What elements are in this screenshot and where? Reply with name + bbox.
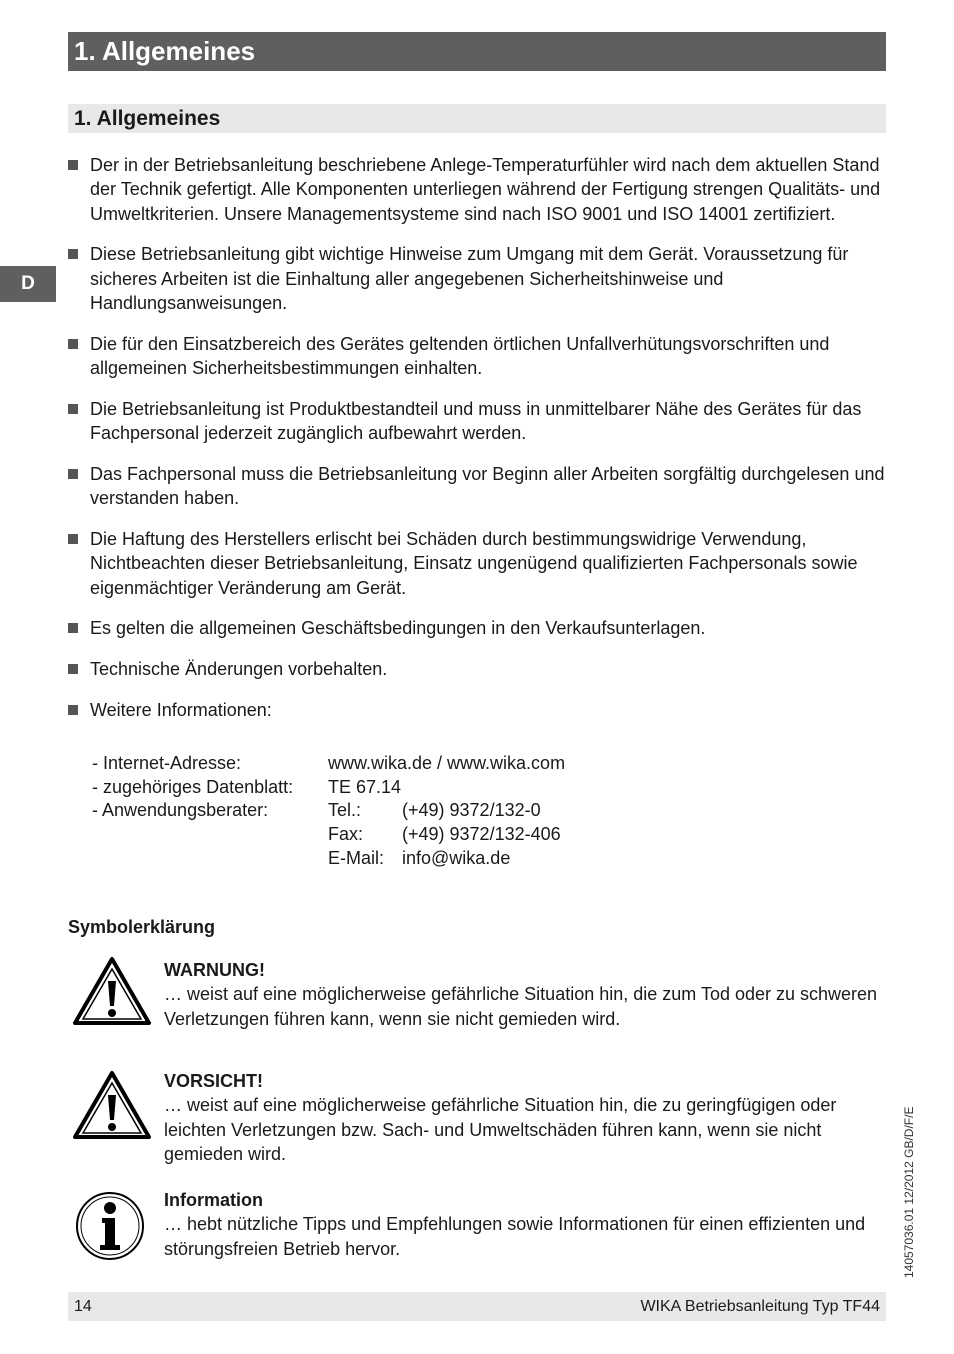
square-bullet-icon [68,534,78,544]
list-item-text: Es gelten die allgemeinen Geschäftsbedingungen in den Verkaufsunterlagen. [90,618,706,639]
tel-label: Tel.: [328,800,362,821]
list-item [68,397,886,446]
list-item-text: Technische Änderungen vorbehalten. [90,659,388,680]
list-item-text: Die Haftung des Herstellers erlischt bei Schäden durch bestimmungswidrige Verwendung, Nichtbeachten dieser Betriebsanleitung, Einsatz ungenügend qualifizierten Fachpersonals sowie eigenmächtiger Veränderung am Gerät. [90,529,858,598]
fax-value: (+49) 9372/132-406 [402,824,561,845]
information-title: Information [164,1190,263,1210]
list-item [68,616,886,640]
tel-value: (+49) 9372/132-0 [402,800,541,821]
list-item-text: Das Fachpersonal muss die Betriebsanleitung vor Beginn aller Arbeiten sorgfältig durchgelesen und verstanden haben. [90,463,885,509]
footer-document-title: WIKA Betriebsanleitung Typ TF44 [640,1298,880,1315]
list-item [68,332,886,381]
list-item [68,527,886,600]
square-bullet-icon [68,160,78,170]
datasheet-label: - zugehöriges Datenblatt: [92,776,294,797]
datasheet-value: TE 67.14 [328,776,402,797]
caution-text: … weist auf eine möglicherweise gefährliche Situation hin, die zu geringfügigen oder leichten Verletzungen bzw. Sach- und Umweltschäden führen kann, wenn sie nicht gemieden wird. [164,1095,837,1164]
list-item-text: Der in der Betriebsanleitung beschriebene Anlege-Temperaturfühler wird nach dem aktuellen Stand der Technik gefertigt. Alle Komponenten unterliegen während der Fertigung strengen Qualitäts- und Umweltkriterien. Unsere Managementsysteme sind nach ISO 9001 und ISO 14001 zertifiziert. [90,155,881,224]
section-title: 1. Allgemeines [68,104,886,133]
email-label: E-Mail: [328,847,385,868]
fax-label: Fax: [328,824,364,845]
square-bullet-icon [68,623,78,633]
document-code: 14057036.01 12/2012 GB/D/F/E [902,1106,916,1278]
caution-block [164,1069,886,1166]
square-bullet-icon [68,249,78,259]
caution-icon [72,1070,152,1140]
language-tab[interactable]: D [0,266,56,302]
information-text: … hebt nützliche Tipps und Empfehlungen sowie Informationen für einen effizienten und störungsfreien Betrieb hervor. [164,1214,866,1259]
square-bullet-icon [68,664,78,674]
list-item [68,242,886,315]
square-bullet-icon [68,404,78,414]
warning-icon [72,956,152,1026]
page-number: 14 [74,1298,92,1315]
list-item [68,462,886,511]
symbols-heading: Symbolerklärung [68,917,216,937]
square-bullet-icon [68,339,78,349]
warning-text: … weist auf eine möglicherweise gefährliche Situation hin, die zum Tod oder zu schweren Verletzungen führen kann, wenn sie nicht gemieden wird. [164,984,878,1029]
warning-title: WARNUNG! [164,960,265,980]
footer [68,1292,886,1321]
information-icon [74,1190,146,1262]
list-item [68,657,886,681]
caution-title: VORSICHT! [164,1071,263,1091]
list-item [68,698,886,722]
information-block [164,1188,886,1261]
list-item-text: Weitere Informationen: [90,700,272,721]
email-link[interactable]: info@wika.de [402,847,511,868]
bullet-list [68,153,886,739]
warning-block [164,958,886,1031]
list-item-text: Die für den Einsatzbereich des Gerätes geltenden örtlichen Unfallverhütungsvorschriften und allgemeinen Sicherheitsbestimmungen einhalten. [90,333,830,379]
chapter-title: 1. Allgemeines [68,32,886,71]
square-bullet-icon [68,469,78,479]
internet-link[interactable]: www.wika.de / www.wika.com [328,753,566,773]
advisor-label: - Anwendungsberater: [92,800,269,821]
list-item [68,153,886,226]
internet-label: - Internet-Adresse: [92,753,242,773]
square-bullet-icon [68,705,78,715]
list-item-text: Diese Betriebsanleitung gibt wichtige Hinweise zum Umgang mit dem Gerät. Voraussetzung für sicheres Arbeiten ist die Einhaltung aller angegebenen Sicherheitshinweise und Handlungsanweisungen. [90,244,849,313]
list-item-text: Die Betriebsanleitung ist Produktbestandteil und muss in unmittelbarer Nähe des Gerätes für das Fachpersonal jederzeit zugänglich aufbewahrt werden. [90,398,862,444]
